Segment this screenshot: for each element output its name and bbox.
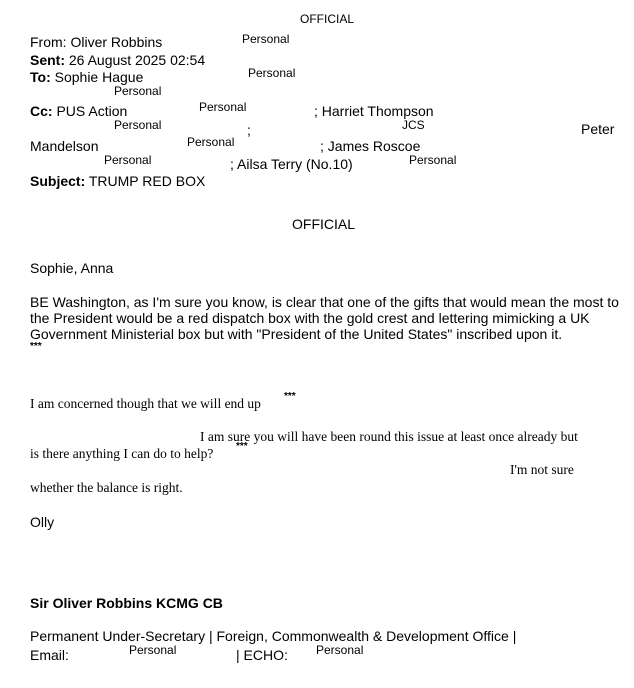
from-label: From: xyxy=(30,34,67,50)
subject-line xyxy=(30,173,205,189)
from-line xyxy=(30,34,162,50)
cc-label: Cc: xyxy=(30,103,53,119)
para2-line-5: whether the balance is right. xyxy=(30,480,183,495)
redaction-stars-3: *** xyxy=(236,441,248,452)
subject-label: Subject: xyxy=(30,173,86,189)
top-classification: OFFICIAL xyxy=(300,12,355,26)
redaction-email: Personal xyxy=(129,643,177,657)
cc-value-5-line xyxy=(230,156,353,172)
signoff: Olly xyxy=(30,514,55,530)
cc-sep-2: ; xyxy=(247,122,251,138)
sent-value: 26 August 2025 02:54 xyxy=(68,52,206,68)
redaction-jcs: JCS xyxy=(402,118,425,132)
to-value: Sophie Hague xyxy=(54,69,144,85)
redaction-echo: Personal xyxy=(316,643,364,657)
to-label: To: xyxy=(30,69,51,85)
cc-value-2-line xyxy=(314,103,434,119)
cc-value-3b: Mandelson xyxy=(30,138,99,154)
cc-sep-3: ; xyxy=(320,138,324,154)
redaction-from: Personal xyxy=(242,32,290,46)
cc-value-4: James Roscoe xyxy=(327,138,421,154)
para2-line-1: I am concerned though that we will end up xyxy=(30,396,261,411)
from-value: Oliver Robbins xyxy=(70,34,163,50)
greeting: Sophie, Anna xyxy=(30,260,114,276)
cc-sep-4: ; xyxy=(230,156,234,172)
redaction-cc-4: Personal xyxy=(104,153,152,167)
signature-name: Sir Oliver Robbins KCMG CB xyxy=(30,595,223,611)
para2-line-4: I'm not sure xyxy=(510,462,574,477)
signature-echo-label: | ECHO: xyxy=(236,647,288,663)
sent-line xyxy=(30,52,205,68)
redaction-to: Personal xyxy=(248,66,296,80)
cc-value-4-line xyxy=(320,138,420,154)
cc-value-1: PUS Action xyxy=(56,103,128,119)
redaction-cc-2: Personal xyxy=(114,118,162,132)
redaction-stars-1: *** xyxy=(30,341,42,352)
paragraph-1: BE Washington, as I'm sure you know, is clear that one of the gifts that would mean the most to the President would be a red dispatch box with the gold crest and lettering mimicking a UK Government Ministerial box but with "President of the United States" inscribed upon it. xyxy=(30,294,619,342)
para2-line-3: is there anything I can do to help? xyxy=(30,446,214,461)
cc-value-5: Ailsa Terry (No.10) xyxy=(237,156,353,172)
cc-value-3: Peter xyxy=(581,121,615,137)
redaction-cc-1: Personal xyxy=(199,100,247,114)
signature-title: Permanent Under-Secretary | Foreign, Commonwealth & Development Office | xyxy=(30,628,517,644)
subject-value: TRUMP RED BOX xyxy=(88,173,206,189)
body-classification: OFFICIAL xyxy=(292,216,356,232)
cc-line xyxy=(30,103,127,119)
to-line xyxy=(30,69,143,85)
cc-sep-1: ; xyxy=(314,103,318,119)
redaction-cc-5: Personal xyxy=(409,153,457,167)
cc-value-2: Harriet Thompson xyxy=(321,103,434,119)
redaction-to-2: Personal xyxy=(114,84,162,98)
sent-label: Sent: xyxy=(30,52,65,68)
redaction-stars-2: *** xyxy=(284,391,296,402)
redaction-cc-3: Personal xyxy=(187,135,235,149)
para2-line-2: I am sure you will have been round this issue at least once already but xyxy=(200,429,578,444)
signature-email-label: Email: xyxy=(30,647,69,663)
